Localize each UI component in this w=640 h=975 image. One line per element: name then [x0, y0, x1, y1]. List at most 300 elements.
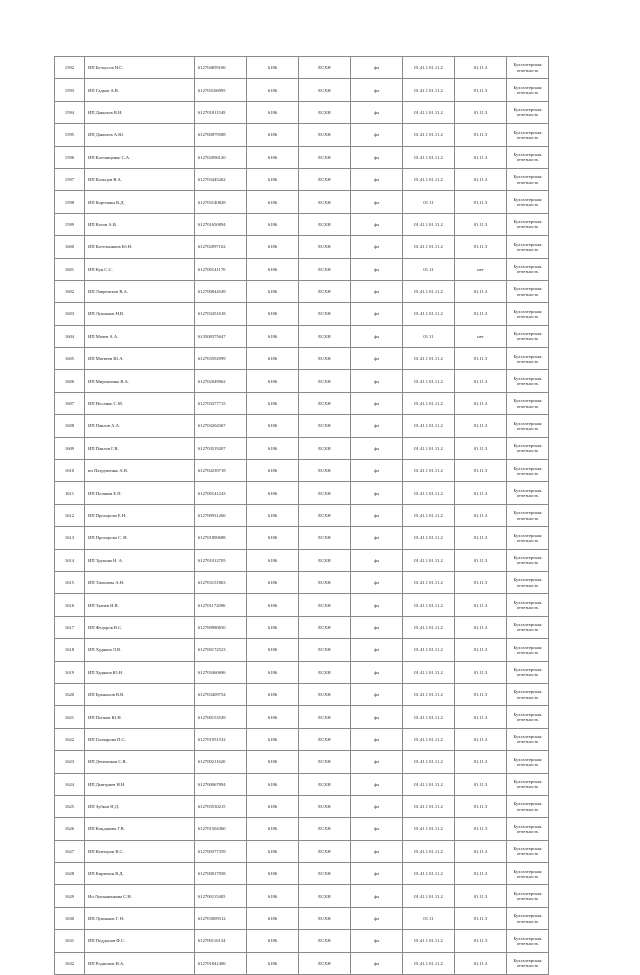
tax-regime-cell: ЕСХН — [299, 527, 351, 549]
table-row — [55, 79, 549, 101]
entrepreneur-name-cell: ИП Прохорова Е.Н. — [85, 504, 195, 526]
table-row — [55, 661, 549, 683]
person-type-cell: фл — [351, 392, 403, 414]
service-type-cell: Бухгалтерская отчетность — [507, 773, 549, 795]
okved-secondary-cell: 01.11.3 — [455, 213, 507, 235]
table-row — [55, 57, 549, 79]
person-type-cell: фл — [351, 258, 403, 280]
entrepreneur-name-cell: ИП Лаврентьев В.А. — [85, 280, 195, 302]
row-number-cell: 1621 — [55, 706, 85, 728]
row-number-cell: 1597 — [55, 168, 85, 190]
tax-code-cell: 6186 — [247, 728, 299, 750]
table-row — [55, 527, 549, 549]
okved-secondary-cell: 01.11.3 — [455, 280, 507, 302]
person-type-cell: фл — [351, 952, 403, 974]
okved-secondary-cell: 01.11.3 — [455, 728, 507, 750]
tax-code-cell: 6186 — [247, 124, 299, 146]
tax-code-cell: 6186 — [247, 482, 299, 504]
person-type-cell: фл — [351, 751, 403, 773]
service-type-cell: Бухгалтерская отчетность — [507, 840, 549, 862]
inn-number-cell: 612701811549 — [195, 101, 247, 123]
row-number-cell: 1603 — [55, 303, 85, 325]
tax-code-cell: 6186 — [247, 863, 299, 885]
okved-codes-cell: 01.41.1 01.11.2 — [403, 616, 455, 638]
okved-codes-cell: 01.41.1 01.11.2 — [403, 57, 455, 79]
table-row — [55, 392, 549, 414]
row-number-cell: 1610 — [55, 460, 85, 482]
okved-codes-cell: 01.41.1 01.11.2 — [403, 504, 455, 526]
inn-number-cell: 612702049962 — [195, 370, 247, 392]
service-type-cell: Бухгалтерская отчетность — [507, 258, 549, 280]
okved-codes-cell: 01.41.1 01.11.2 — [403, 706, 455, 728]
service-type-cell: Бухгалтерская отчетность — [507, 392, 549, 414]
tax-code-cell: 6186 — [247, 79, 299, 101]
entrepreneur-name-cell: ИП Федоров В.С. — [85, 616, 195, 638]
tax-code-cell: 6186 — [247, 773, 299, 795]
okved-codes-cell: 01.41.1 01.11.2 — [403, 594, 455, 616]
service-type-cell: Бухгалтерская отчетность — [507, 437, 549, 459]
tax-regime-cell: ЕСХН — [299, 146, 351, 168]
tax-regime-cell: ЕСХН — [299, 930, 351, 952]
okved-secondary-cell: 01.11.3 — [455, 168, 507, 190]
inn-number-cell: 612700879588 — [195, 124, 247, 146]
inn-number-cell: 612700017958 — [195, 863, 247, 885]
service-type-cell: Бухгалтерская отчетность — [507, 191, 549, 213]
tax-code-cell: 6186 — [247, 952, 299, 974]
okved-codes-cell: 01.41.1 01.11.2 — [403, 348, 455, 370]
okved-codes-cell: 01.41.1 01.11.2 — [403, 930, 455, 952]
person-type-cell: фл — [351, 79, 403, 101]
table-row — [55, 930, 549, 952]
row-number-cell: 1608 — [55, 415, 85, 437]
inn-number-cell: 612700172523 — [195, 639, 247, 661]
tax-regime-cell: ЕСХН — [299, 907, 351, 929]
registry-table-body — [55, 57, 549, 975]
entrepreneur-name-cell: ИП Дмитриев Н.Н. — [85, 773, 195, 795]
service-type-cell: Бухгалтерская отчетность — [507, 101, 549, 123]
entrepreneur-name-cell: ИП Прохорова С. Н. — [85, 527, 195, 549]
okved-secondary-cell: 01.11.3 — [455, 683, 507, 705]
table-row — [55, 571, 549, 593]
tax-regime-cell: ЕСХН — [299, 280, 351, 302]
table-row — [55, 213, 549, 235]
tax-code-cell: 6186 — [247, 706, 299, 728]
entrepreneur-name-cell: ип Патрушенко А.В. — [85, 460, 195, 482]
service-type-cell: Бухгалтерская отчетность — [507, 706, 549, 728]
entrepreneur-name-cell: ИП Поддонов Ф.С. — [85, 930, 195, 952]
okved-secondary-cell: 01.11.3 — [455, 773, 507, 795]
service-type-cell: Бухгалтерская отчетность — [507, 571, 549, 593]
person-type-cell: фл — [351, 124, 403, 146]
table-row — [55, 840, 549, 862]
okved-codes-cell: 01.41.1 01.11.2 — [403, 236, 455, 258]
okved-secondary-cell: 01.11.3 — [455, 504, 507, 526]
inn-number-cell: 612700931266 — [195, 504, 247, 526]
inn-number-cell: 612703460696 — [195, 661, 247, 683]
person-type-cell: фл — [351, 683, 403, 705]
okved-codes-cell: 01.41.1 01.11.2 — [403, 527, 455, 549]
tax-code-cell: 6186 — [247, 818, 299, 840]
okved-codes-cell: 01.41.1 01.11.2 — [403, 460, 455, 482]
entrepreneur-name-cell: ИП Брыкалов В.В. — [85, 683, 195, 705]
table-row — [55, 639, 549, 661]
table-row — [55, 124, 549, 146]
row-number-cell: 1629 — [55, 885, 85, 907]
person-type-cell: фл — [351, 213, 403, 235]
person-type-cell: фл — [351, 325, 403, 347]
tax-regime-cell: ЕСХН — [299, 325, 351, 347]
okved-secondary-cell: 01.11.3 — [455, 146, 507, 168]
tax-code-cell: 6186 — [247, 683, 299, 705]
tax-regime-cell: ЕСХН — [299, 79, 351, 101]
okved-secondary-cell: 01.11.3 — [455, 101, 507, 123]
service-type-cell: Бухгалтерская отчетность — [507, 303, 549, 325]
tax-regime-cell: ЕСХН — [299, 952, 351, 974]
okved-codes-cell: 01.41.1 01.11.2 — [403, 773, 455, 795]
tax-regime-cell: ЕСХН — [299, 370, 351, 392]
table-row — [55, 191, 549, 213]
okved-secondary-cell: 01.11.3 — [455, 57, 507, 79]
inn-number-cell: 612700115405 — [195, 885, 247, 907]
inn-number-cell: 612703409754 — [195, 683, 247, 705]
person-type-cell: фл — [351, 57, 403, 79]
entrepreneur-name-cell: ИП Зубков Н.Д. — [85, 795, 195, 817]
row-number-cell: 1592 — [55, 57, 85, 79]
okved-codes-cell: 01.41.1 01.11.2 — [403, 952, 455, 974]
entrepreneur-name-cell: ИП Белоусов Н.С. — [85, 57, 195, 79]
row-number-cell: 1609 — [55, 437, 85, 459]
inn-number-cell: 612703592999 — [195, 348, 247, 370]
service-type-cell: Бухгалтерская отчетность — [507, 79, 549, 101]
inn-number-cell: 612701012705 — [195, 549, 247, 571]
tax-regime-cell: ЕСХН — [299, 191, 351, 213]
okved-secondary-cell: 01.11.3 — [455, 930, 507, 952]
tax-code-cell: 6186 — [247, 661, 299, 683]
okved-secondary-cell: 01.11.3 — [455, 79, 507, 101]
row-number-cell: 1612 — [55, 504, 85, 526]
okved-codes-cell: 01.41.1 01.11.2 — [403, 415, 455, 437]
row-number-cell: 1611 — [55, 482, 85, 504]
service-type-cell: Бухгалтерская отчетность — [507, 952, 549, 974]
entrepreneur-name-cell: ИП Тихонова А.Н. — [85, 571, 195, 593]
service-type-cell: Бухгалтерская отчетность — [507, 325, 549, 347]
okved-secondary-cell: 01.11.3 — [455, 348, 507, 370]
service-type-cell: Бухгалтерская отчетность — [507, 482, 549, 504]
inn-number-cell: 612700141243 — [195, 482, 247, 504]
inn-number-cell: 612700211620 — [195, 751, 247, 773]
tax-code-cell: 6186 — [247, 460, 299, 482]
table-row — [55, 504, 549, 526]
table-row — [55, 348, 549, 370]
tax-regime-cell: ЕСХН — [299, 437, 351, 459]
person-type-cell: фл — [351, 437, 403, 459]
okved-codes-cell: 01.41.1 01.11.2 — [403, 303, 455, 325]
service-type-cell: Бухгалтерская отчетность — [507, 751, 549, 773]
entrepreneur-name-cell: ИП Мачев А.А. — [85, 325, 195, 347]
tax-code-cell: 6186 — [247, 348, 299, 370]
inn-number-cell: 612703519207 — [195, 437, 247, 459]
tax-code-cell: 6186 — [247, 594, 299, 616]
tax-regime-cell: ЕСХН — [299, 616, 351, 638]
okved-secondary-cell: 01.11.3 — [455, 415, 507, 437]
service-type-cell: Бухгалтерская отчетность — [507, 661, 549, 683]
tax-regime-cell: ЕСХН — [299, 101, 351, 123]
service-type-cell: Бухгалтерская отчетность — [507, 930, 549, 952]
table-row — [55, 549, 549, 571]
okved-codes-cell: 01.41.1 01.11.2 — [403, 795, 455, 817]
tax-code-cell: 6186 — [247, 325, 299, 347]
okved-codes-cell: 01.41.1 01.11.2 — [403, 213, 455, 235]
entrepreneur-name-cell: ИП Гончарова П.С. — [85, 728, 195, 750]
entrepreneur-name-cell: ИП Данилов А.Ю. — [85, 124, 195, 146]
okved-secondary-cell: нет — [455, 258, 507, 280]
okved-codes-cell: 01.11 — [403, 325, 455, 347]
okved-codes-cell: 01.11 — [403, 191, 455, 213]
tax-code-cell: 6186 — [247, 885, 299, 907]
entrepreneur-name-cell: ИП Кирюхин В.Д. — [85, 863, 195, 885]
person-type-cell: фл — [351, 728, 403, 750]
service-type-cell: Бухгалтерская отчетность — [507, 683, 549, 705]
entrepreneur-name-cell: ИП Трунова Н. А. — [85, 549, 195, 571]
tax-code-cell: 6186 — [247, 101, 299, 123]
inn-number-cell: 612701951532 — [195, 728, 247, 750]
inn-number-cell: 612704204367 — [195, 415, 247, 437]
tax-regime-cell: ЕСХН — [299, 751, 351, 773]
row-number-cell: 1601 — [55, 258, 85, 280]
okved-secondary-cell: 01.11.3 — [455, 460, 507, 482]
service-type-cell: Бухгалтерская отчетность — [507, 907, 549, 929]
table-row — [55, 460, 549, 482]
registry-table — [54, 56, 549, 975]
row-number-cell: 1596 — [55, 146, 85, 168]
tax-code-cell: 6186 — [247, 639, 299, 661]
tax-regime-cell: ЕСХН — [299, 795, 351, 817]
table-row — [55, 863, 549, 885]
table-row — [55, 594, 549, 616]
entrepreneur-name-cell: Ип Лукьяненкова С.Н. — [85, 885, 195, 907]
tax-regime-cell: ЕСХН — [299, 482, 351, 504]
okved-codes-cell: 01.41.1 01.11.2 — [403, 482, 455, 504]
okved-codes-cell: 01.41.1 01.11.2 — [403, 370, 455, 392]
person-type-cell: фл — [351, 885, 403, 907]
entrepreneur-name-cell: ИП Худяков Л.В. — [85, 639, 195, 661]
row-number-cell: 1628 — [55, 863, 85, 885]
service-type-cell: Бухгалтерская отчетность — [507, 728, 549, 750]
tax-regime-cell: ЕСХН — [299, 594, 351, 616]
okved-codes-cell: 01.41.1 01.11.2 — [403, 124, 455, 146]
service-type-cell: Бухгалтерская отчетность — [507, 415, 549, 437]
okved-codes-cell: 01.41.1 01.11.2 — [403, 101, 455, 123]
entrepreneur-name-cell: ИП Кун С.С. — [85, 258, 195, 280]
service-type-cell: Бухгалтерская отчетность — [507, 549, 549, 571]
person-type-cell: фл — [351, 549, 403, 571]
row-number-cell: 1595 — [55, 124, 85, 146]
person-type-cell: фл — [351, 460, 403, 482]
inn-number-cell: 612700116134 — [195, 930, 247, 952]
inn-number-cell: 612701841406 — [195, 952, 247, 974]
table-row — [55, 303, 549, 325]
row-number-cell: 1620 — [55, 683, 85, 705]
tax-regime-cell: ЕСХН — [299, 885, 351, 907]
inn-number-cell: 612700377359 — [195, 840, 247, 862]
person-type-cell: фл — [351, 930, 403, 952]
entrepreneur-name-cell: ИП Ткачев Н.В. — [85, 594, 195, 616]
inn-number-cell: 613508375647 — [195, 325, 247, 347]
okved-secondary-cell: 01.11.3 — [455, 370, 507, 392]
person-type-cell: фл — [351, 594, 403, 616]
person-type-cell: фл — [351, 527, 403, 549]
table-row — [55, 616, 549, 638]
inn-number-cell: 612700153549 — [195, 706, 247, 728]
okved-codes-cell: 01.41.1 01.11.2 — [403, 885, 455, 907]
person-type-cell: фл — [351, 101, 403, 123]
okved-codes-cell: 01.41.1 01.11.2 — [403, 571, 455, 593]
person-type-cell: фл — [351, 236, 403, 258]
entrepreneur-name-cell: ИП Кольцов В.А. — [85, 168, 195, 190]
tax-code-cell: 6186 — [247, 751, 299, 773]
tax-code-cell: 6186 — [247, 930, 299, 952]
entrepreneur-name-cell: ИП Матвеев Ю.А. — [85, 348, 195, 370]
tax-regime-cell: ЕСХН — [299, 258, 351, 280]
okved-secondary-cell: 01.11.3 — [455, 594, 507, 616]
service-type-cell: Бухгалтерская отчетность — [507, 639, 549, 661]
table-row — [55, 706, 549, 728]
tax-regime-cell: ЕСХН — [299, 57, 351, 79]
service-type-cell: Бухгалтерская отчетность — [507, 124, 549, 146]
table-row — [55, 818, 549, 840]
person-type-cell: фл — [351, 907, 403, 929]
table-row — [55, 773, 549, 795]
table-row — [55, 952, 549, 974]
row-number-cell: 1617 — [55, 616, 85, 638]
okved-codes-cell: 01.11 — [403, 258, 455, 280]
person-type-cell: фл — [351, 863, 403, 885]
entrepreneur-name-cell: ИП Павлов А.А. — [85, 415, 195, 437]
service-type-cell: Бухгалтерская отчетность — [507, 213, 549, 235]
okved-secondary-cell: 01.11.3 — [455, 885, 507, 907]
entrepreneur-name-cell: ИП Лукьянов Н.В. — [85, 303, 195, 325]
table-row — [55, 168, 549, 190]
okved-codes-cell: 01.41.1 01.11.2 — [403, 280, 455, 302]
inn-number-cell: 612700067894 — [195, 773, 247, 795]
okved-secondary-cell: 01.11.3 — [455, 437, 507, 459]
table-row — [55, 280, 549, 302]
row-number-cell: 1632 — [55, 952, 85, 974]
tax-code-cell: 6186 — [247, 191, 299, 213]
person-type-cell: фл — [351, 415, 403, 437]
inn-number-cell: 612703451618 — [195, 303, 247, 325]
row-number-cell: 1599 — [55, 213, 85, 235]
row-number-cell: 1600 — [55, 236, 85, 258]
service-type-cell: Бухгалтерская отчетность — [507, 146, 549, 168]
row-number-cell: 1593 — [55, 79, 85, 101]
okved-secondary-cell: 01.11.3 — [455, 907, 507, 929]
tax-regime-cell: ЕСХН — [299, 549, 351, 571]
service-type-cell: Бухгалтерская отчетность — [507, 280, 549, 302]
inn-number-cell: 612703166995 — [195, 79, 247, 101]
tax-regime-cell: ЕСХН — [299, 863, 351, 885]
tax-regime-cell: ЕСХН — [299, 706, 351, 728]
tax-code-cell: 6186 — [247, 146, 299, 168]
service-type-cell: Бухгалтерская отчетность — [507, 818, 549, 840]
person-type-cell: фл — [351, 639, 403, 661]
inn-number-cell: 612701890688 — [195, 527, 247, 549]
person-type-cell: фл — [351, 191, 403, 213]
person-type-cell: фл — [351, 504, 403, 526]
person-type-cell: фл — [351, 773, 403, 795]
table-row — [55, 683, 549, 705]
service-type-cell: Бухгалтерская отчетность — [507, 236, 549, 258]
tax-regime-cell: ЕСХН — [299, 683, 351, 705]
row-number-cell: 1619 — [55, 661, 85, 683]
person-type-cell: фл — [351, 795, 403, 817]
person-type-cell: фл — [351, 661, 403, 683]
document-page — [54, 56, 548, 975]
row-number-cell: 1622 — [55, 728, 85, 750]
service-type-cell: Бухгалтерская отчетность — [507, 504, 549, 526]
okved-codes-cell: 01.41.1 01.11.2 — [403, 840, 455, 862]
person-type-cell: фл — [351, 482, 403, 504]
okved-secondary-cell: нет — [455, 325, 507, 347]
okved-secondary-cell: 01.11.3 — [455, 661, 507, 683]
row-number-cell: 1613 — [55, 527, 85, 549]
person-type-cell: фл — [351, 370, 403, 392]
okved-codes-cell: 01.41.1 01.11.2 — [403, 79, 455, 101]
inn-number-cell: 612700141170 — [195, 258, 247, 280]
person-type-cell: фл — [351, 146, 403, 168]
inn-number-cell: 612703377715 — [195, 392, 247, 414]
person-type-cell: фл — [351, 348, 403, 370]
table-row — [55, 370, 549, 392]
inn-number-cell: 612703445262 — [195, 168, 247, 190]
okved-secondary-cell: 01.11.3 — [455, 124, 507, 146]
person-type-cell: фл — [351, 706, 403, 728]
okved-secondary-cell: 01.11.3 — [455, 840, 507, 862]
entrepreneur-name-cell: ИП Гадков А.В. — [85, 79, 195, 101]
table-row — [55, 795, 549, 817]
service-type-cell: Бухгалтерская отчетность — [507, 885, 549, 907]
tax-regime-cell: ЕСХН — [299, 460, 351, 482]
tax-regime-cell: ЕСХН — [299, 348, 351, 370]
tax-code-cell: 6186 — [247, 795, 299, 817]
table-row — [55, 415, 549, 437]
tax-regime-cell: ЕСХН — [299, 236, 351, 258]
tax-code-cell: 6186 — [247, 280, 299, 302]
tax-regime-cell: ЕСХН — [299, 661, 351, 683]
table-row — [55, 146, 549, 168]
okved-secondary-cell: 01.11.3 — [455, 639, 507, 661]
service-type-cell: Бухгалтерская отчетность — [507, 168, 549, 190]
tax-code-cell: 6186 — [247, 57, 299, 79]
row-number-cell: 1631 — [55, 930, 85, 952]
person-type-cell: фл — [351, 571, 403, 593]
tax-code-cell: 6186 — [247, 303, 299, 325]
service-type-cell: Бухгалтерская отчетность — [507, 616, 549, 638]
tax-code-cell: 6186 — [247, 370, 299, 392]
okved-secondary-cell: 01.11.3 — [455, 191, 507, 213]
entrepreneur-name-cell: ИП Кенторов В.С. — [85, 840, 195, 862]
service-type-cell: Бухгалтерская отчетность — [507, 594, 549, 616]
tax-code-cell: 6186 — [247, 907, 299, 929]
person-type-cell: фл — [351, 280, 403, 302]
service-type-cell: Бухгалтерская отчетность — [507, 57, 549, 79]
okved-codes-cell: 01.41.1 01.11.2 — [403, 661, 455, 683]
tax-code-cell: 6186 — [247, 571, 299, 593]
tax-regime-cell: ЕСХН — [299, 728, 351, 750]
okved-secondary-cell: 01.11.3 — [455, 571, 507, 593]
table-row — [55, 482, 549, 504]
tax-regime-cell: ЕСХН — [299, 168, 351, 190]
